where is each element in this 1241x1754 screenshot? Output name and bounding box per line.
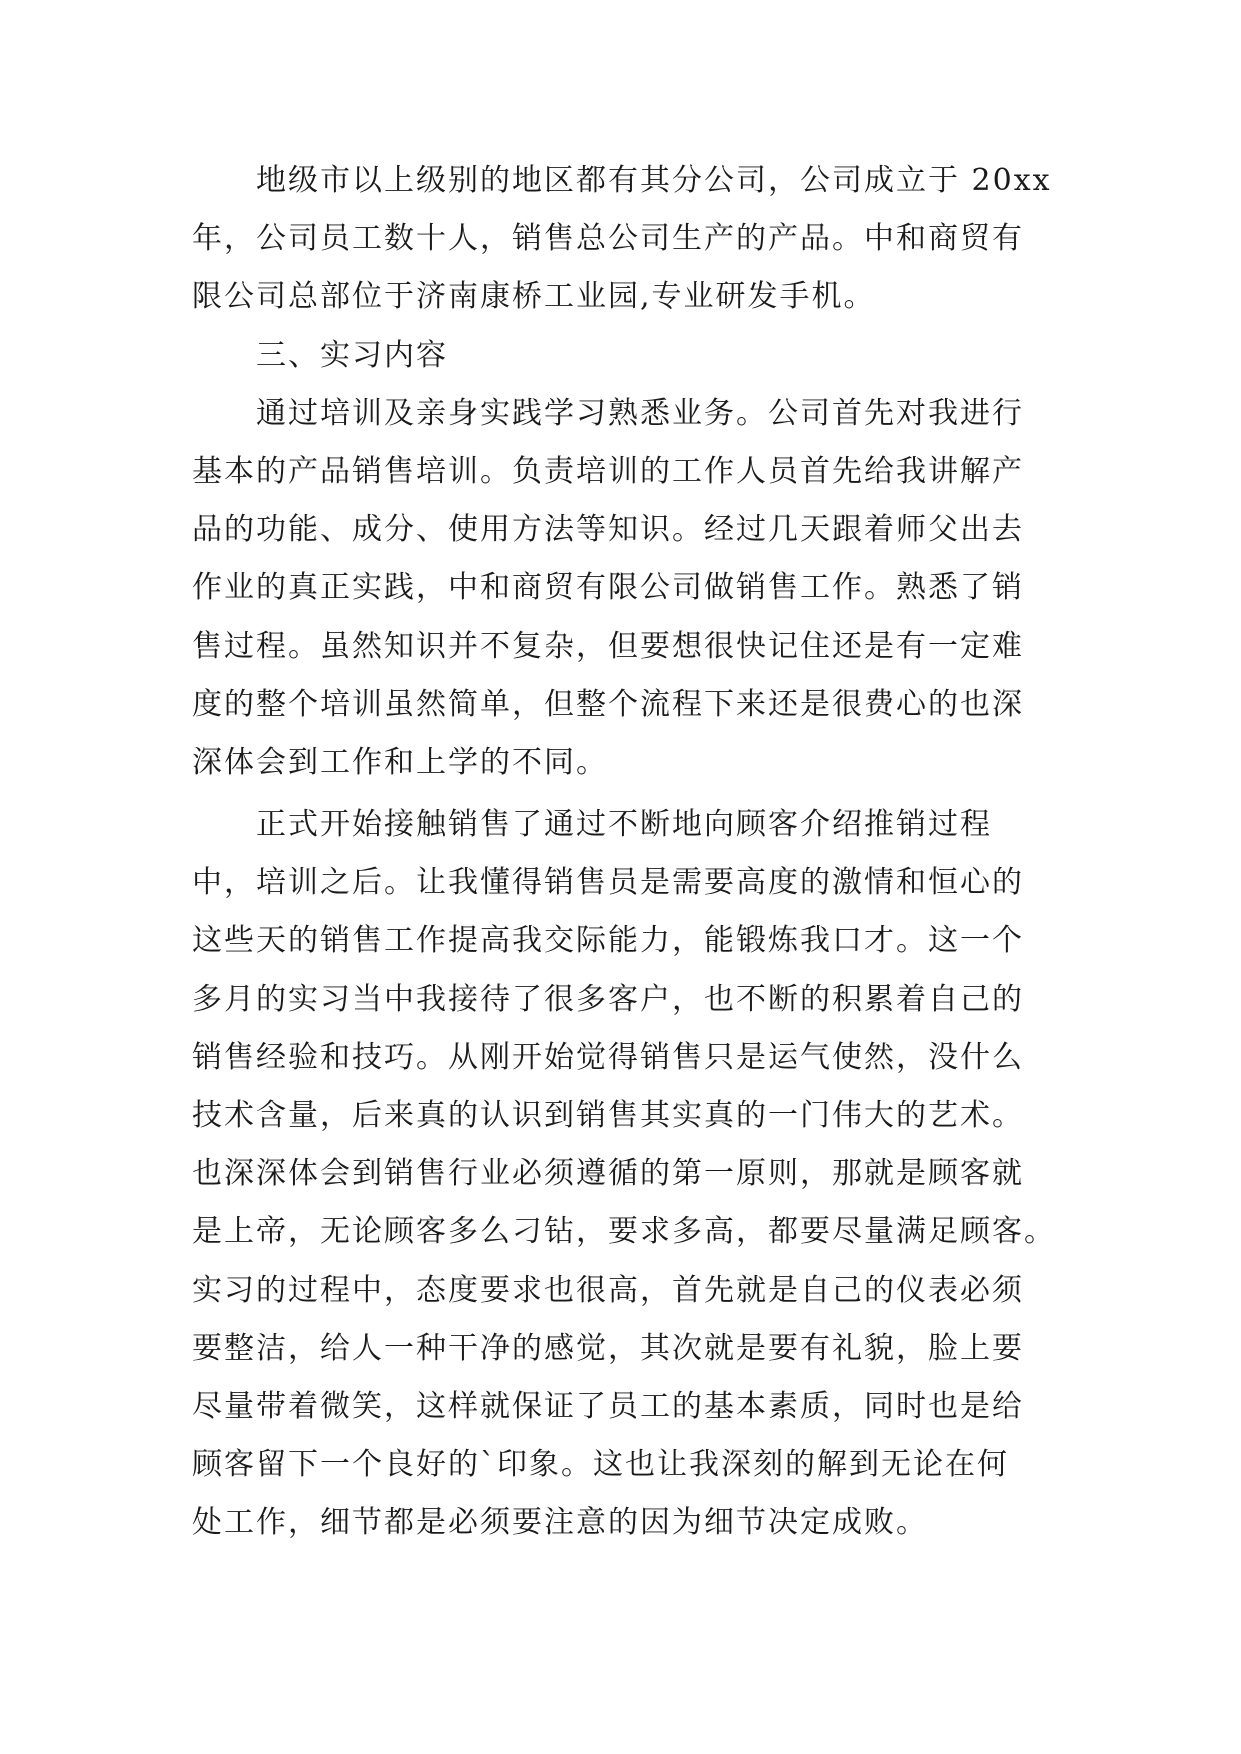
text-line: 作业的真正实践，中和商贸有限公司做销售工作。熟悉了销 (192, 570, 1024, 606)
text-line: 是上帝，无论顾客多么刁钻，要求多高，都要尽量满足顾客。 (192, 1214, 1056, 1250)
text-line: 品的功能、成分、使用方法等知识。经过几天跟着师父出去 (192, 512, 1024, 548)
text-line: 年，公司员工数十人，销售总公司生产的产品。中和商贸有 (192, 221, 1024, 257)
text-line: 也深深体会到销售行业必须遵循的第一原则，那就是顾客就 (192, 1156, 1024, 1192)
body-text (192, 152, 1056, 1553)
text-line: 深体会到工作和上学的不同。 (192, 744, 608, 780)
text-line: 技术含量，后来真的认识到销售其实真的一门伟大的艺术。 (192, 1098, 1024, 1133)
text-line: 处工作，细节都是必须要注意的因为细节决定成败。 (192, 1505, 928, 1541)
text-line: 通过培训及亲身实践学习熟悉业务。公司首先对我进行 (256, 395, 1024, 431)
text-line: 限公司总部位于济南康桥工业园,专业研发手机。 (192, 279, 876, 315)
text-line: 正式开始接触销售了通过不断地向顾客介绍推销过程 (256, 807, 992, 843)
text-line: 多月的实习当中我接待了很多客户，也不断的积累着自己的 (192, 981, 1024, 1017)
section-heading (192, 327, 1052, 385)
paragraph-training (192, 385, 1052, 792)
text-line: 度的整个培训虽然简单，但整个流程下来还是很费心的也深 (192, 686, 1024, 722)
text-line: 销售经验和技巧。从刚开始觉得销售只是运气使然，没什么 (192, 1039, 1024, 1075)
text-line: 要整洁，给人一种干净的感觉，其次就是要有礼貌，脸上要 (192, 1330, 1024, 1366)
paragraph-company-intro (192, 152, 1052, 327)
text-line: 实习的过程中，态度要求也很高，首先就是自己的仪表必须 (192, 1272, 1024, 1308)
text-line: 中，培训之后。让我懂得销售员是需要高度的激情和恒心的 (192, 865, 1024, 901)
text-line: 售过程。虽然知识并不复杂，但要想很快记住还是有一定难 (192, 628, 1024, 664)
text-line: 尽量带着微笑，这样就保证了员工的基本素质，同时也是给 (192, 1388, 1024, 1424)
text-line: 这些天的销售工作提高我交际能力，能锻炼我口才。这一个 (192, 923, 1024, 959)
text-line: 基本的产品销售培训。负责培训的工作人员首先给我讲解产 (192, 453, 1024, 489)
section-heading-text: 三、实习内容 (256, 337, 448, 373)
text-line: 地级市以上级别的地区都有其分公司，公司成立于 20xx (256, 163, 1052, 198)
paragraph-sales-practice (192, 796, 1056, 1552)
text-line: 顾客留下一个良好的`印象。这也让我深刻的解到无论在何 (192, 1447, 1009, 1483)
